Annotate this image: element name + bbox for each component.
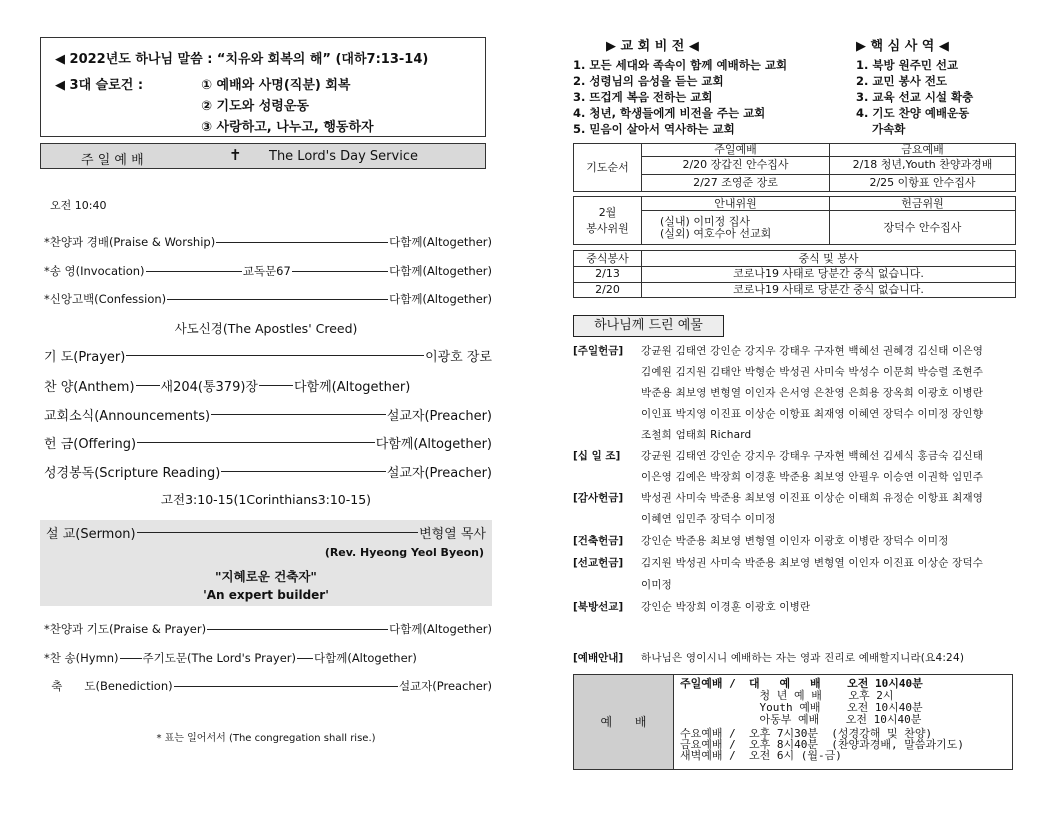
guide-cell: (실내) 이미정 집사 (실외) 여호수아 선교회	[642, 211, 830, 245]
slogan-3: ③ 사랑하고, 나누고, 행동하자	[201, 120, 374, 135]
service-title-ko: 주 일 예 배	[81, 153, 144, 168]
order-item	[44, 405, 492, 423]
meal-label: 중식봉사	[574, 251, 642, 267]
order-name: *신앙고백(Confession)	[44, 292, 167, 306]
order-item	[44, 677, 492, 695]
preacher-name: 변형열 목사	[419, 526, 486, 542]
committee-table	[573, 196, 1016, 245]
worship-line: 청 년 예 배 오후 2시	[680, 689, 894, 702]
order-leader: 설교자(Preacher)	[386, 408, 492, 424]
slogan-label: ◀ 3대 슬로건 :	[55, 78, 144, 93]
order-item	[44, 376, 492, 394]
order-leader: 다함께(Altogether)	[389, 622, 492, 636]
offering-row: [건축헌금] 강인순 박준용 최보영 변형열 이인자 이광호 이병란 장덕수 이미정	[573, 535, 949, 547]
worship-verse-row: [예배안내] 하나님은 영이시니 예배하는 자는 영과 진리로 예배할지니라(요4:24)	[573, 652, 965, 664]
service-time: 오전 10:40	[50, 199, 107, 212]
offerings-title: 하나님께 드린 예물	[573, 315, 724, 337]
offering-row: [북방선교] 강인순 박장희 이경훈 이광호 이병란	[573, 601, 811, 613]
order-leader: 다함께(Altogether)	[389, 292, 492, 306]
offering-header: 헌금위원	[830, 197, 1016, 211]
prayer-cell: 2/25 이항표 안수집사	[830, 174, 1016, 192]
prayer-cell: 2/27 조영준 장로	[642, 174, 830, 192]
order-name: *찬 송(Hymn)	[44, 651, 119, 665]
order-leader: 다함께(Altogether)	[375, 436, 492, 452]
prayer-col-sunday: 주일예배	[642, 144, 830, 157]
worship-line: 새벽예배 / 오전 6시 (월-금)	[680, 749, 842, 762]
vision-title: ▶ 교 회 비 전 ◀	[606, 39, 699, 54]
ministry-item: 4. 기도 찬양 예배운동	[856, 106, 970, 120]
worship-line: 수요예배 / 오후 7시30분 (성경강해 및 찬양)	[680, 727, 933, 740]
order-item	[44, 620, 492, 638]
prayer-col-friday: 금요예배	[830, 144, 1016, 157]
order-detail: 새204(통379)장	[160, 379, 258, 395]
order-name: *찬양과 기도(Praise & Prayer)	[44, 622, 207, 636]
motto-box	[40, 37, 486, 137]
ministry-title: ▶ 핵 심 사 역 ◀	[856, 39, 949, 54]
cross-icon: ✝	[229, 146, 242, 164]
order-item	[44, 649, 492, 667]
order-item	[44, 233, 492, 251]
ministry-item: 3. 교육 선교 시설 확충	[856, 90, 974, 104]
order-name: *송 영(Invocation)	[44, 264, 145, 278]
committee-label: 2월 봉사위원	[574, 197, 642, 245]
order-item	[44, 290, 492, 308]
meal-table	[573, 250, 1016, 298]
vision-item: 1. 모든 세대와 족속이 함께 예배하는 교회	[573, 58, 788, 72]
order-name: 헌 금(Offering)	[44, 436, 137, 452]
order-detail: 주기도문(The Lord's Prayer)	[142, 651, 296, 665]
offering-row: [선교헌금] 김지원 박성권 사미숙 박준용 최보영 변형열 이인자 이진표 이상순 장덕수	[573, 557, 984, 569]
order-name: 기 도(Prayer)	[44, 349, 126, 365]
order-name: 찬 양(Anthem)	[44, 379, 135, 395]
meal-date: 2/13	[574, 267, 642, 283]
meal-header: 중식 및 봉사	[642, 251, 1016, 267]
meal-date: 2/20	[574, 282, 642, 298]
order-item	[44, 346, 492, 364]
order-item	[44, 433, 492, 451]
slogan-1: ① 예배와 사명(직분) 회복	[201, 78, 351, 93]
sermon-title-ko: "지혜로운 건축자"	[215, 569, 317, 584]
service-title-en: The Lord's Day Service	[269, 149, 418, 164]
creed-line: 사도신경(The Apostles' Creed)	[174, 321, 358, 336]
worship-line: 금요예배 / 오후 8시40분 (찬양과경배, 말씀과기도)	[680, 738, 964, 751]
order-leader: 다함께(Altogether)	[293, 379, 411, 395]
slogan-2: ② 기도와 성령운동	[201, 99, 309, 114]
preacher-name-en: (Rev. Hyeong Yeol Byeon)	[324, 546, 484, 559]
order-detail: 교독문67	[242, 264, 291, 278]
ministry-item: 2. 교민 봉사 전도	[856, 74, 948, 88]
ministry-item: 1. 북방 원주민 선교	[856, 58, 959, 72]
vision-item: 3. 뜨겁게 복음 전하는 교회	[573, 90, 713, 104]
offering-row: 이은영 김예은 박장희 이경훈 박준용 최보영 안필우 이승연 이권학 임민주	[641, 471, 984, 483]
order-name: 축 도(Benediction)	[44, 679, 173, 693]
order-leader: 설교자(Preacher)	[386, 465, 492, 481]
vision-item: 4. 청년, 학생들에게 비전을 주는 교회	[573, 106, 766, 120]
scripture-line: 고전3:10-15(1Corinthians3:10-15)	[160, 492, 372, 507]
offering-row: [감사헌금] 박성권 사미숙 박준용 최보영 이진표 이상순 이태희 유정순 이항표 최재영	[573, 492, 984, 504]
order-leader: 설교자(Preacher)	[398, 679, 492, 693]
order-name: *찬양과 경배(Praise & Worship)	[44, 235, 216, 249]
order-leader: 다함께(Altogether)	[389, 264, 493, 278]
prayer-cell: 2/20 장갑진 안수집사	[642, 157, 830, 175]
vision-item: 5. 믿음이 살아서 역사하는 교회	[573, 122, 735, 136]
guide-header: 안내위원	[642, 197, 830, 211]
ministry-item: 가속화	[872, 122, 906, 136]
worship-schedule	[573, 674, 1013, 770]
order-item	[44, 262, 492, 280]
offering-row: 이미정	[641, 579, 673, 591]
offering-row: 박준용 최보영 변형열 이인자 은서영 은찬영 은희용 장옥희 이광호 이병란	[641, 387, 984, 399]
year-motto: ◀ 2022년도 하나님 말씀 : “치유와 회복의 해” (대하7:13-14)	[55, 52, 429, 67]
sermon-label: 설 교(Sermon)	[46, 526, 136, 542]
worship-line: Youth 예배 오전 10시40분	[680, 701, 923, 714]
order-name: 교회소식(Announcements)	[44, 408, 211, 424]
sermon-title-en: 'An expert builder'	[203, 588, 329, 602]
offering-row: 조철희 엄태희 Richard	[641, 429, 752, 441]
meal-text: 코로나19 사태로 당분간 중식 없습니다.	[642, 267, 1016, 283]
worship-label: 예 배	[574, 675, 674, 769]
offering-row: 이인표 박지영 이진표 이상순 이항표 최재영 이혜연 장덕수 이미정 장인향	[641, 408, 984, 420]
vision-item: 2. 성령님의 음성을 듣는 교회	[573, 74, 724, 88]
offering-cell: 장덕수 안수집사	[830, 211, 1016, 245]
order-leader: 다함께(Altogether)	[314, 651, 417, 665]
sermon-box	[40, 520, 492, 606]
offering-row: [십 일 조] 강균원 김태연 강인순 강지우 강태우 구자현 백혜선 김세식 홍금숙 김신태	[573, 450, 984, 462]
order-item	[44, 462, 492, 480]
order-name: 성경봉독(Scripture Reading)	[44, 465, 221, 481]
worship-line: 주일예배 / 대 예 배 오전 10시40분	[680, 677, 923, 690]
footnote: * 표는 일어서서 (The congregation shall rise.)	[156, 733, 376, 744]
prayer-cell: 2/18 청년,Youth 찬양과경배	[830, 157, 1016, 175]
meal-text: 코로나19 사태로 당분간 중식 없습니다.	[642, 282, 1016, 298]
prayer-table	[573, 143, 1016, 192]
worship-line: 아동부 예배 오전 10시40분	[680, 713, 922, 726]
service-header	[40, 143, 486, 169]
offering-row: 이혜연 임민주 장덕수 이미정	[641, 513, 776, 525]
order-leader: 이광호 장로	[425, 349, 492, 365]
prayer-label: 기도순서	[574, 144, 642, 192]
sermon-line	[46, 523, 486, 541]
offering-row: 김예원 김지원 김태안 박형순 박성권 사미숙 박성수 이문희 박승렬 조현주	[641, 366, 984, 378]
offering-row: [주일헌금] 강균원 김태연 강인순 강지우 강태우 구자현 백혜선 권혜경 김신태 이은영	[573, 345, 984, 357]
order-leader: 다함께(Altogether)	[389, 235, 492, 249]
